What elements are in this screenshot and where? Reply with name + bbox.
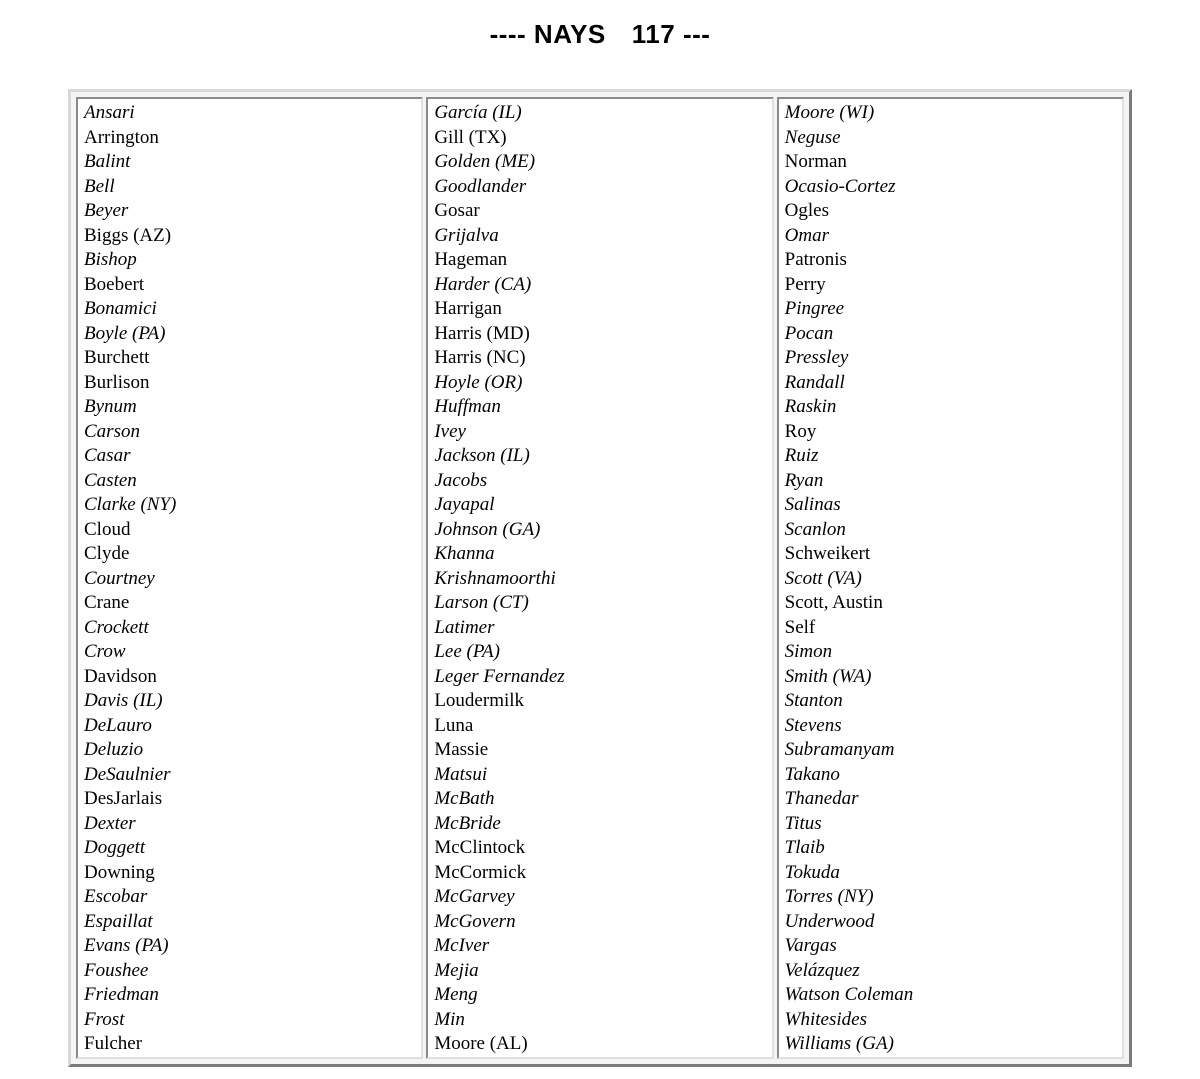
member-name: McClintock: [434, 837, 526, 858]
member-name: Ocasio-Cortez: [784, 175, 896, 197]
member-name: Ryan: [784, 469, 824, 491]
member-name: Harrigan: [434, 298, 502, 319]
member-name: García (IL): [434, 102, 522, 123]
member-name: Jacobs: [434, 469, 488, 491]
member-name: McBride: [434, 812, 501, 834]
member-name: Harris (MD): [434, 322, 530, 344]
member-name: Davis (IL): [84, 690, 163, 711]
member-name: Bynum: [84, 396, 137, 417]
member-name: Tlaib: [784, 837, 825, 858]
member-name: Arrington: [84, 126, 159, 148]
member-name: Beyer: [84, 200, 129, 221]
member-name: Matsui: [434, 763, 488, 785]
member-name: Crow: [84, 641, 126, 662]
member-name: Bonamici: [84, 298, 157, 319]
member-name: Larson (CT): [434, 592, 529, 613]
member-name: Norman: [784, 151, 847, 172]
vote-label: ---- NAYS: [489, 19, 606, 49]
member-name: Clyde: [84, 543, 130, 564]
member-name: Gill (TX): [434, 126, 507, 148]
member-name: Khanna: [434, 543, 495, 564]
member-name: Moore (AL): [434, 1033, 528, 1054]
member-name: Omar: [784, 224, 829, 246]
member-name: Vargas: [784, 935, 837, 956]
member-name: Takano: [784, 763, 840, 785]
member-name: Simon: [784, 641, 833, 662]
member-name: Huffman: [434, 396, 501, 417]
member-name: Pressley: [784, 347, 849, 368]
member-name: Bell: [84, 175, 115, 197]
member-name: Underwood: [784, 910, 875, 932]
member-name: Escobar: [84, 886, 148, 907]
member-name: Scott (VA): [784, 567, 862, 589]
member-name: Patronis: [784, 249, 847, 270]
member-name: Harder (CA): [434, 273, 532, 295]
member-name: Ogles: [784, 200, 829, 221]
member-name: Lee (PA): [434, 641, 500, 662]
member-name: Courtney: [84, 567, 155, 589]
vote-table-inner: [76, 97, 1124, 1059]
member-name: Scanlon: [784, 518, 846, 540]
member-name: Foushee: [84, 959, 149, 981]
member-name: Downing: [84, 861, 155, 883]
member-name: Stevens: [784, 714, 842, 736]
member-name: Bishop: [84, 249, 137, 270]
member-name: Stanton: [784, 690, 843, 711]
member-name: Gosar: [434, 200, 480, 221]
member-name: Johnson (GA): [434, 518, 541, 540]
member-name: DesJarlais: [84, 788, 163, 809]
member-name: Frost: [84, 1008, 125, 1030]
member-name: Latimer: [434, 616, 495, 638]
member-name: Ansari: [84, 102, 135, 123]
member-name: Luna: [434, 714, 474, 736]
member-name: Velázquez: [784, 959, 860, 981]
member-name: Clarke (NY): [84, 494, 177, 515]
member-name: Subramanyam: [784, 739, 895, 760]
member-name: Grijalva: [434, 224, 499, 246]
member-name: Williams (GA): [784, 1033, 894, 1054]
member-name: Schweikert: [784, 543, 871, 564]
member-name: Smith (WA): [784, 665, 872, 687]
member-name: Crane: [84, 592, 130, 613]
member-name: Burchett: [84, 347, 150, 368]
vote-column-1: [76, 97, 423, 1059]
member-name: Espaillat: [84, 910, 153, 932]
member-name: Hageman: [434, 249, 508, 270]
member-name: Biggs (AZ): [84, 224, 172, 246]
member-name: Jayapal: [434, 494, 495, 515]
member-name: Hoyle (OR): [434, 371, 523, 393]
member-name: Scott, Austin: [784, 592, 883, 613]
member-name: Deluzio: [84, 739, 144, 760]
member-name: Friedman: [84, 984, 159, 1005]
member-name: Harris (NC): [434, 347, 526, 368]
vote-column-3: [777, 97, 1124, 1059]
member-name: Tokuda: [784, 861, 840, 883]
member-name: Thanedar: [784, 788, 859, 809]
vote-table: [68, 89, 1132, 1067]
member-name: Balint: [84, 151, 131, 172]
member-name: Jackson (IL): [434, 445, 530, 466]
member-name: Pingree: [784, 298, 845, 319]
member-name: Randall: [784, 371, 845, 393]
member-name: Leger Fernandez: [434, 665, 565, 687]
vote-count: 117 ---: [631, 19, 711, 49]
member-name: Watson Coleman: [784, 984, 914, 1005]
member-name: DeLauro: [84, 714, 152, 736]
member-name: Torres (NY): [784, 886, 874, 907]
member-name: Evans (PA): [84, 935, 169, 956]
member-name: Min: [434, 1008, 465, 1030]
page-title: [0, 16, 1200, 52]
member-name: Boyle (PA): [84, 322, 166, 344]
member-name: Roy: [784, 420, 817, 442]
member-name: Golden (ME): [434, 151, 536, 172]
member-name: DeSaulnier: [84, 763, 171, 785]
member-name: Davidson: [84, 665, 157, 687]
member-name: McBath: [434, 788, 495, 809]
member-name: Meng: [434, 984, 478, 1005]
member-name: Titus: [784, 812, 822, 834]
member-name: Mejia: [434, 959, 479, 981]
member-name: Salinas: [784, 494, 841, 515]
member-name: McGarvey: [434, 886, 515, 907]
member-name: Dexter: [84, 812, 136, 834]
member-name: Moore (WI): [784, 102, 875, 123]
member-name: Doggett: [84, 837, 146, 858]
member-name: McGovern: [434, 910, 516, 932]
member-name: Ruiz: [784, 445, 819, 466]
member-name: Fulcher: [84, 1033, 143, 1054]
member-name: McIver: [434, 935, 490, 956]
member-name: Raskin: [784, 396, 837, 417]
vote-column-2: [426, 97, 773, 1059]
member-name: Krishnamoorthi: [434, 567, 556, 589]
member-name: Boebert: [84, 273, 145, 295]
member-name: Ivey: [434, 420, 466, 442]
member-name: Neguse: [784, 126, 841, 148]
member-name: Carson: [84, 420, 140, 442]
member-name: Burlison: [84, 371, 150, 393]
member-name: Pocan: [784, 322, 834, 344]
member-name: Goodlander: [434, 175, 527, 197]
member-name: McCormick: [434, 861, 527, 883]
member-name: Perry: [784, 273, 826, 295]
member-name: Casten: [84, 469, 137, 491]
member-name: Loudermilk: [434, 690, 525, 711]
member-name: Casar: [84, 445, 131, 466]
member-name: Crockett: [84, 616, 149, 638]
member-name: Massie: [434, 739, 489, 760]
member-name: Self: [784, 616, 816, 638]
member-name: Whitesides: [784, 1008, 867, 1030]
member-name: Cloud: [84, 518, 131, 540]
